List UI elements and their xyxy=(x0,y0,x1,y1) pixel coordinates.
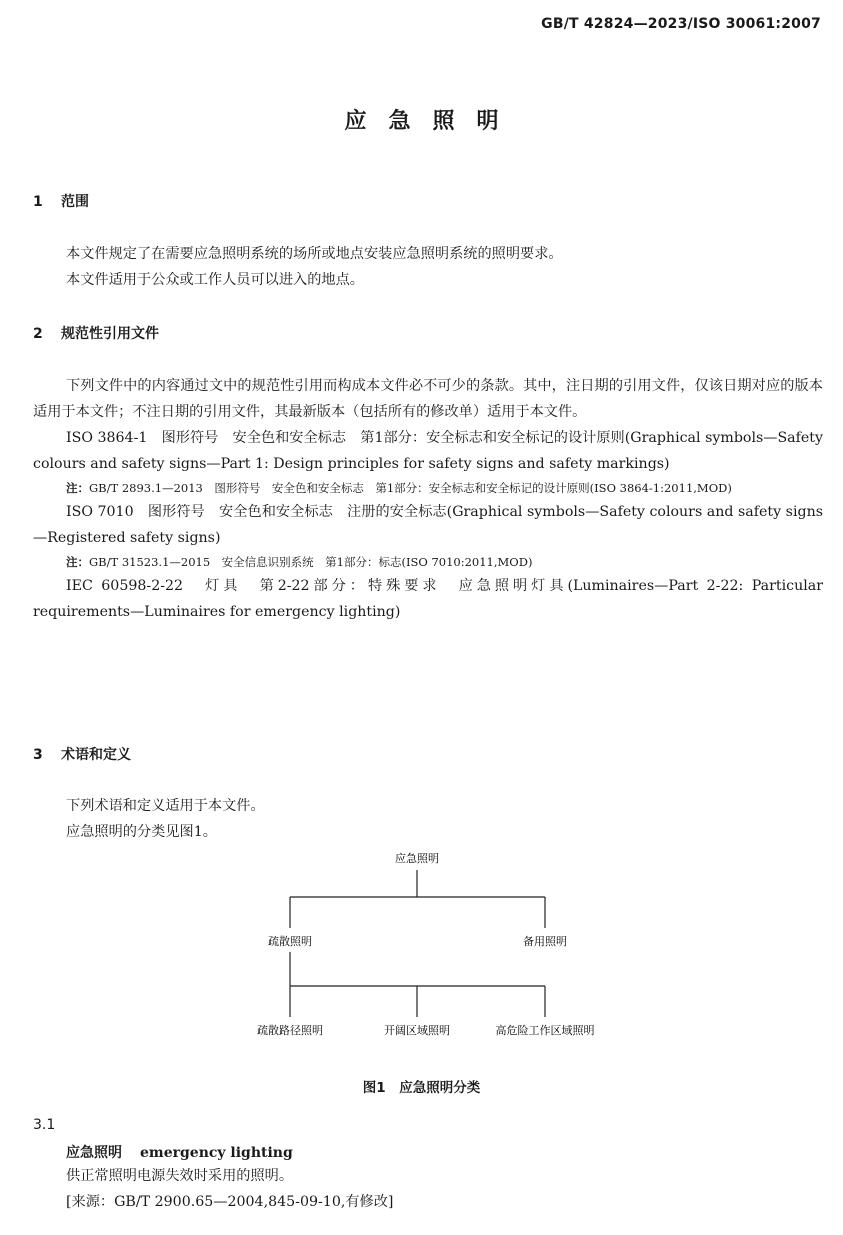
reference-entry: IEC 60598-2-22 灯具 第2-22部分：特殊要求 应急照明灯具(Luminaires—Part 2-22: Particular requirements—Luminaires for emergency lighting) xyxy=(33,578,823,620)
section-3-para: 应急照明的分类见图1。 xyxy=(66,824,217,840)
term-chinese: 应急照明 xyxy=(66,1145,122,1161)
section-1-number: 1 xyxy=(33,194,43,210)
term-number: 3.1 xyxy=(33,1117,56,1133)
section-2-number: 2 xyxy=(33,326,43,342)
node-standby-lighting: 备用照明 xyxy=(523,935,567,948)
section-2-title: 规范性引用文件 xyxy=(61,326,159,342)
standard-code: GB/T 42824—2023/ISO 30061:2007 xyxy=(541,16,821,32)
diagram-connectors xyxy=(290,870,545,1017)
figure-caption: 图1 应急照明分类 xyxy=(362,1080,481,1096)
note-label: 注： xyxy=(66,481,89,495)
note-label: 注： xyxy=(66,555,89,569)
section-3-number: 3 xyxy=(33,747,43,763)
node-high-risk-task-lighting: 高危险工作区域照明 xyxy=(495,1024,595,1037)
node-emergency-lighting: 应急照明 xyxy=(395,852,439,865)
node-evacuation-lighting: 疏散照明 xyxy=(268,935,312,948)
node-escape-route-lighting: 疏散路径照明 xyxy=(257,1024,323,1037)
node-open-area-lighting: 开阔区域照明 xyxy=(384,1024,450,1037)
note-text: GB/T 31523.1—2015 安全信息识别系统 第1部分：标志(ISO 7010:2011,MOD) xyxy=(89,555,533,569)
reference-entry: ISO 3864-1 图形符号 安全色和安全标志 第1部分：安全标志和安全标记的设计原则(Graphical symbols—Safety colours and safety signs—Part 1: Design principles for safety signs and safety markings) xyxy=(33,430,823,472)
term-source: [来源：GB/T 2900.65—2004,845-09-10,有修改] xyxy=(66,1194,394,1210)
section-3-para: 下列术语和定义适用于本文件。 xyxy=(66,798,265,814)
section-2-intro: 下列文件中的内容通过文中的规范性引用而构成本文件必不可少的条款。其中，注日期的引用文件，仅该日期对应的版本适用于本文件；不注日期的引用文件，其最新版本（包括所有的修改单）适用于本文件。 xyxy=(33,378,823,420)
term-english: emergency lighting xyxy=(140,1145,293,1161)
section-1-para: 本文件规定了在需要应急照明系统的场所或地点安装应急照明系统的照明要求。 xyxy=(66,246,563,262)
section-1-title: 范围 xyxy=(61,194,89,210)
section-1-para: 本文件适用于公众或工作人员可以进入的地点。 xyxy=(66,272,364,288)
section-3-title: 术语和定义 xyxy=(61,747,131,763)
note-text: GB/T 2893.1—2013 图形符号 安全色和安全标志 第1部分：安全标志和安全标记的设计原则(ISO 3864-1:2011,MOD) xyxy=(89,481,732,495)
term-definition: 供正常照明电源失效时采用的照明。 xyxy=(66,1168,294,1184)
reference-entry: ISO 7010 图形符号 安全色和安全标志 注册的安全标志(Graphical symbols—Safety colours and safety signs—Registered safety signs) xyxy=(33,504,823,546)
page-title: 应急照明 xyxy=(344,109,521,134)
term-heading xyxy=(66,1142,293,1162)
